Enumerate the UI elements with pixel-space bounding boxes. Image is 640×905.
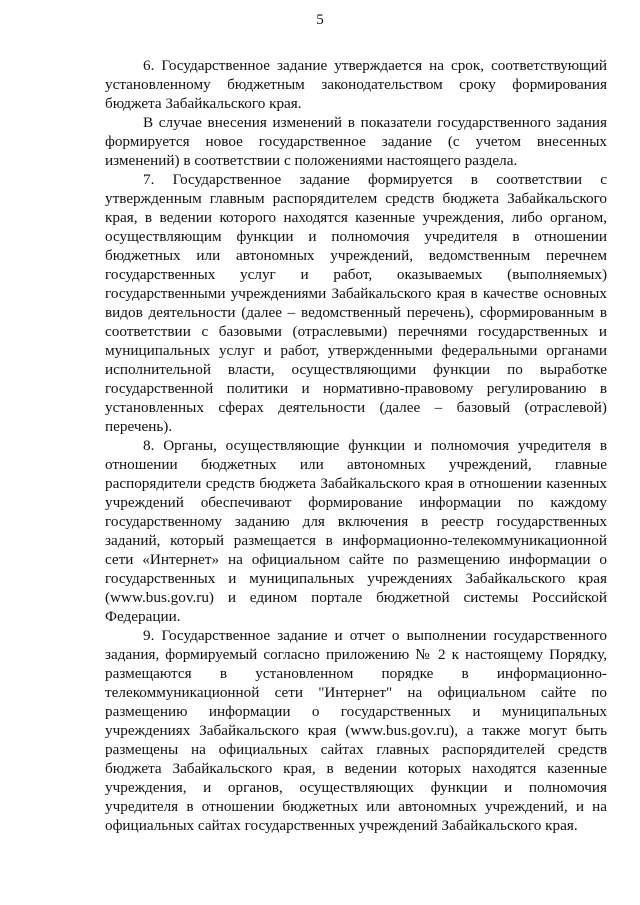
paragraph-6: 6. Государственное задание утверждается на срок, соответствующий установленному бюджетным законодательством сроку формирования бюджета Забайкальского края. [105,57,607,112]
paragraph-6-amendments: В случае внесения изменений в показатели государственного задания формируется новое государственное задание (с учетом внесенных изменений) в соответствии с положениями настоящего раздела. [105,114,607,169]
paragraph-9: 9. Государственное задание и отчет о выполнении государственного задания, формируемый согласно приложению № 2 к настоящему Порядку, размещаются в установленном порядке в информационно-телекоммуникационной сети "Интернет" на официальном сайте по размещению информации о государственных и муниципальных учреждениях Забайкальского края (www.bus.gov.ru), а также могут быть размещены на официальных сайтах главных распорядителей средств бюджета Забайкальского края, в ведении которых находятся казенные учреждения, и органов, осуществляющих функции и полномочия учредителя в отношении бюджетных или автономных учреждений, и на официальных сайтах государственных учреждений Забайкальского края. [105,627,607,834]
document-body [105,56,607,835]
paragraph-7: 7. Государственное задание формируется в соответствии с утвержденным главным распорядителем средств бюджета Забайкальского края, в ведении которого находятся казенные учреждения, либо органом, осуществляющим функции и полномочия учредителя в отношении бюджетных или автономных учреждений, ведомственным перечнем государственных услуг и работ, оказываемых (выполняемых) государственными учреждениями Забайкальского края в качестве основных видов деятельности (далее – ведомственный перечень), сформированным в соответствии с базовыми (отраслевыми) перечнями государственных и муниципальных услуг и работ, утвержденными федеральными органами исполнительной власти, осуществляющими функции по выработке государственной политики и нормативно-правовому регулированию в установленных сферах деятельности (далее – базовый (отраслевой) перечень). [105,171,607,435]
paragraph-8: 8. Органы, осуществляющие функции и полномочия учредителя в отношении бюджетных или автономных учреждений, главные распорядители средств бюджета Забайкальского края в отношении казенных учреждений обеспечивают формирование информации по каждому государственному заданию для включения в реестр государственных заданий, который размещается в информационно-телекоммуникационной сети «Интернет» на официальном сайте по размещению информации о государственных и муниципальных учреждениях Забайкальского края (www.bus.gov.ru) и едином портале бюджетной системы Российской Федерации. [105,437,607,625]
page-number: 5 [316,12,324,28]
